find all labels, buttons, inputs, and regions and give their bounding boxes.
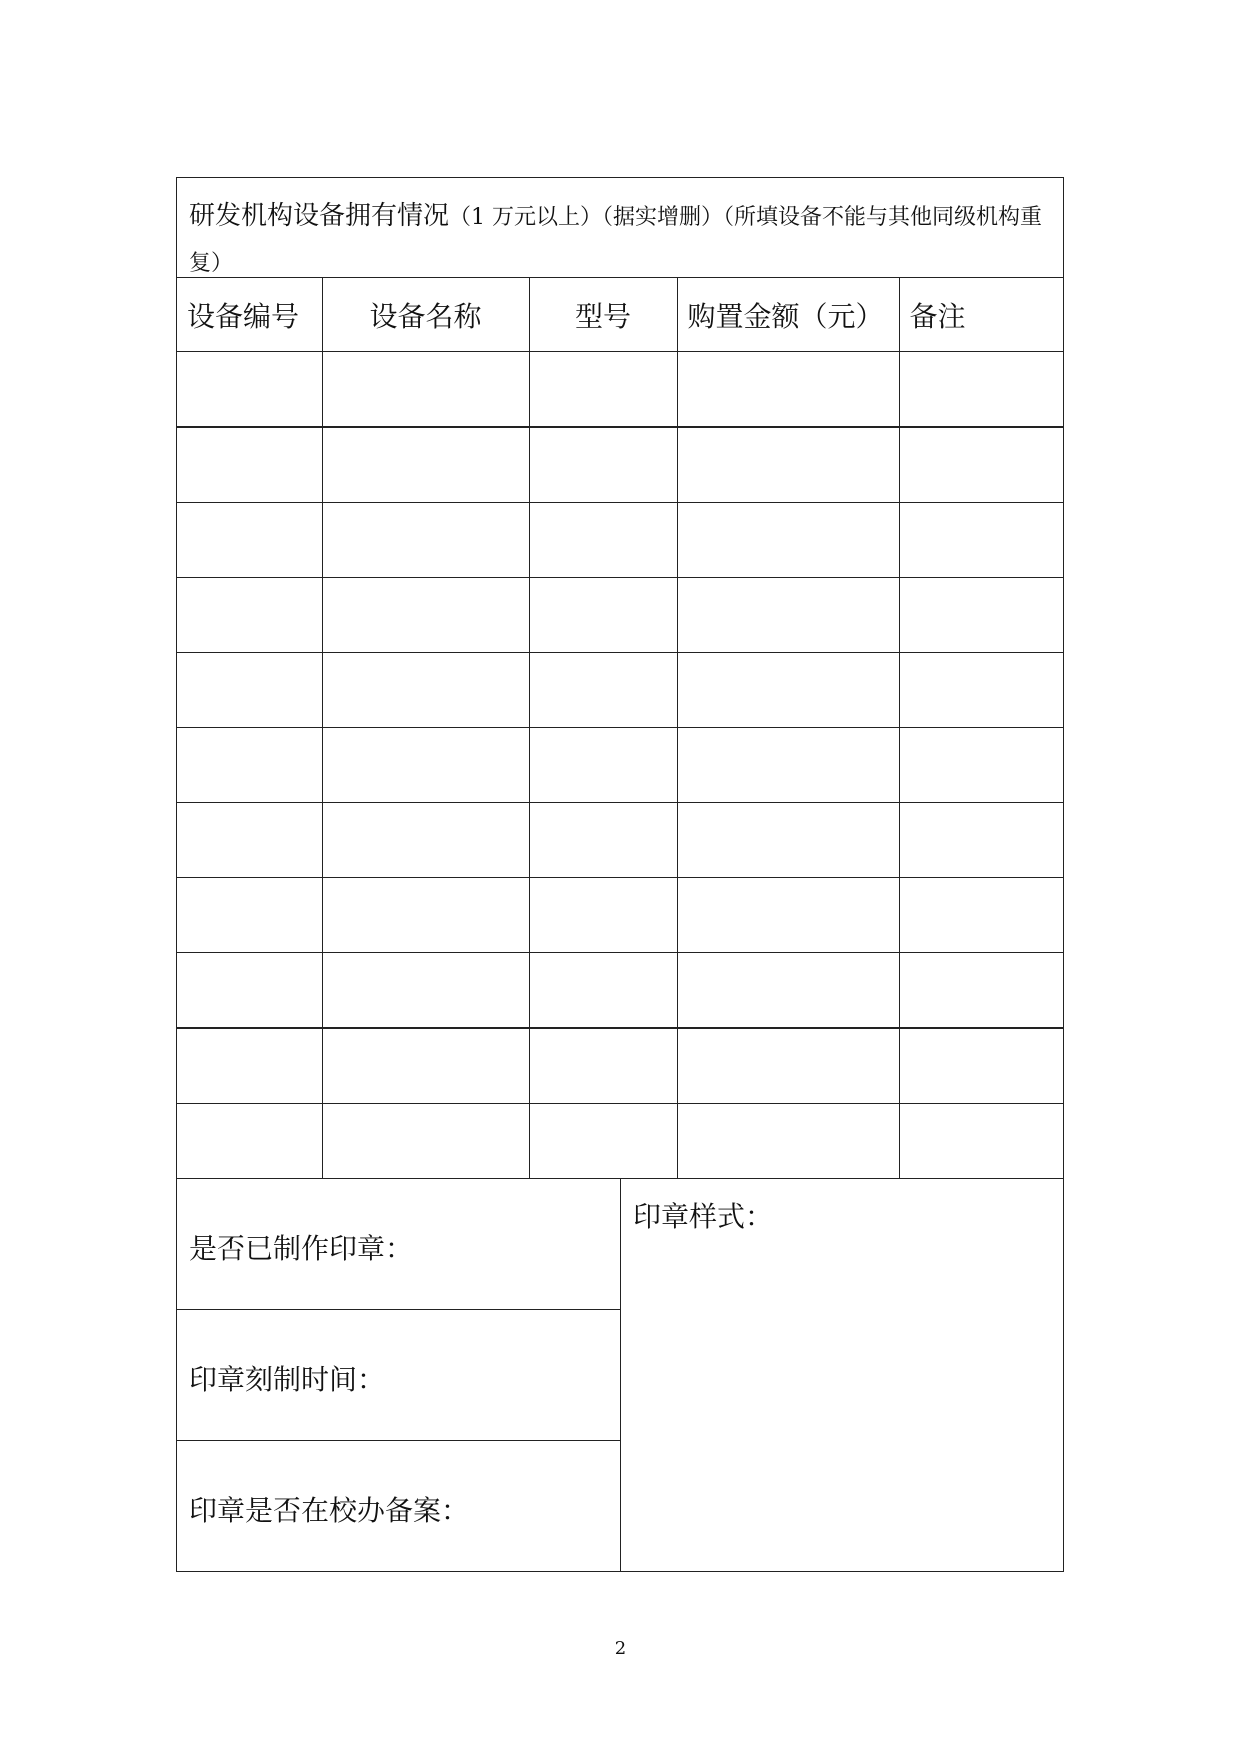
seal-made-label: 是否已制作印章： <box>189 1232 414 1265</box>
cell-equipment-name[interactable] <box>322 878 529 953</box>
cell-purchase-amount[interactable] <box>677 878 899 953</box>
cell-purchase-amount[interactable] <box>677 427 899 503</box>
table-row <box>177 1028 1063 1104</box>
cell-model[interactable] <box>529 728 677 803</box>
table-row <box>177 1104 1063 1179</box>
table-row <box>177 803 1063 878</box>
cell-equipment-id[interactable] <box>177 1028 322 1104</box>
cell-remarks[interactable] <box>899 1104 1063 1179</box>
cell-equipment-id[interactable] <box>177 878 322 953</box>
cell-equipment-id[interactable] <box>177 728 322 803</box>
cell-equipment-id[interactable] <box>177 953 322 1029</box>
table-row <box>177 503 1063 578</box>
header-remarks: 备注 <box>899 278 1063 352</box>
seal-time-field[interactable] <box>177 1310 620 1441</box>
cell-equipment-name[interactable] <box>322 728 529 803</box>
table-row <box>177 653 1063 728</box>
caption-note: （1 万元以上）（据实增删）（所填设备不能与其他同级机构重复） <box>189 205 1043 276</box>
table-body <box>177 352 1063 1179</box>
cell-equipment-name[interactable] <box>322 1104 529 1179</box>
cell-equipment-name[interactable] <box>322 578 529 653</box>
cell-model[interactable] <box>529 352 677 428</box>
cell-remarks[interactable] <box>899 352 1063 428</box>
cell-remarks[interactable] <box>899 1028 1063 1104</box>
cell-model[interactable] <box>529 1028 677 1104</box>
seal-filed-label: 印章是否在校办备案： <box>189 1494 470 1527</box>
cell-equipment-id[interactable] <box>177 427 322 503</box>
cell-model[interactable] <box>529 503 677 578</box>
table-header-row <box>177 278 1063 352</box>
cell-model[interactable] <box>529 578 677 653</box>
table-row <box>177 352 1063 428</box>
cell-purchase-amount[interactable] <box>677 352 899 428</box>
cell-remarks[interactable] <box>899 653 1063 728</box>
table-row <box>177 878 1063 953</box>
cell-equipment-name[interactable] <box>322 953 529 1029</box>
table-row <box>177 953 1063 1029</box>
cell-equipment-id[interactable] <box>177 352 322 428</box>
form-caption <box>177 178 1063 278</box>
cell-equipment-name[interactable] <box>322 1028 529 1104</box>
cell-equipment-name[interactable] <box>322 352 529 428</box>
header-model: 型号 <box>529 278 677 352</box>
cell-equipment-id[interactable] <box>177 653 322 728</box>
cell-model[interactable] <box>529 878 677 953</box>
cell-remarks[interactable] <box>899 427 1063 503</box>
cell-model[interactable] <box>529 427 677 503</box>
page-number: 2 <box>614 1638 627 1659</box>
table-row <box>177 578 1063 653</box>
cell-remarks[interactable] <box>899 503 1063 578</box>
cell-purchase-amount[interactable] <box>677 728 899 803</box>
cell-equipment-name[interactable] <box>322 653 529 728</box>
header-equipment-name: 设备名称 <box>322 278 529 352</box>
table-row <box>177 427 1063 503</box>
header-equipment-id: 设备编号 <box>177 278 322 352</box>
equipment-table <box>177 278 1063 1179</box>
cell-remarks[interactable] <box>899 578 1063 653</box>
cell-equipment-name[interactable] <box>322 503 529 578</box>
cell-purchase-amount[interactable] <box>677 653 899 728</box>
cell-equipment-id[interactable] <box>177 578 322 653</box>
seal-time-label: 印章刻制时间： <box>189 1363 386 1396</box>
cell-purchase-amount[interactable] <box>677 1028 899 1104</box>
cell-remarks[interactable] <box>899 728 1063 803</box>
cell-purchase-amount[interactable] <box>677 578 899 653</box>
cell-purchase-amount[interactable] <box>677 953 899 1029</box>
cell-remarks[interactable] <box>899 878 1063 953</box>
cell-purchase-amount[interactable] <box>677 1104 899 1179</box>
cell-equipment-name[interactable] <box>322 803 529 878</box>
cell-equipment-id[interactable] <box>177 803 322 878</box>
cell-equipment-name[interactable] <box>322 427 529 503</box>
header-purchase-amount: 购置金额（元） <box>677 278 899 352</box>
cell-remarks[interactable] <box>899 953 1063 1029</box>
seal-style-label: 印章样式： <box>633 1200 774 1233</box>
cell-model[interactable] <box>529 953 677 1029</box>
cell-model[interactable] <box>529 653 677 728</box>
seal-filed-field[interactable] <box>177 1441 620 1572</box>
seal-made-field[interactable] <box>177 1179 620 1310</box>
cell-model[interactable] <box>529 1104 677 1179</box>
seal-style-box[interactable] <box>621 1178 1063 1571</box>
cell-purchase-amount[interactable] <box>677 503 899 578</box>
cell-remarks[interactable] <box>899 803 1063 878</box>
cell-model[interactable] <box>529 803 677 878</box>
cell-equipment-id[interactable] <box>177 1104 322 1179</box>
seal-info-section <box>177 1178 621 1571</box>
table-row <box>177 728 1063 803</box>
caption-main: 研发机构设备拥有情况 <box>189 201 450 231</box>
equipment-form <box>176 177 1064 1572</box>
cell-equipment-id[interactable] <box>177 503 322 578</box>
cell-purchase-amount[interactable] <box>677 803 899 878</box>
